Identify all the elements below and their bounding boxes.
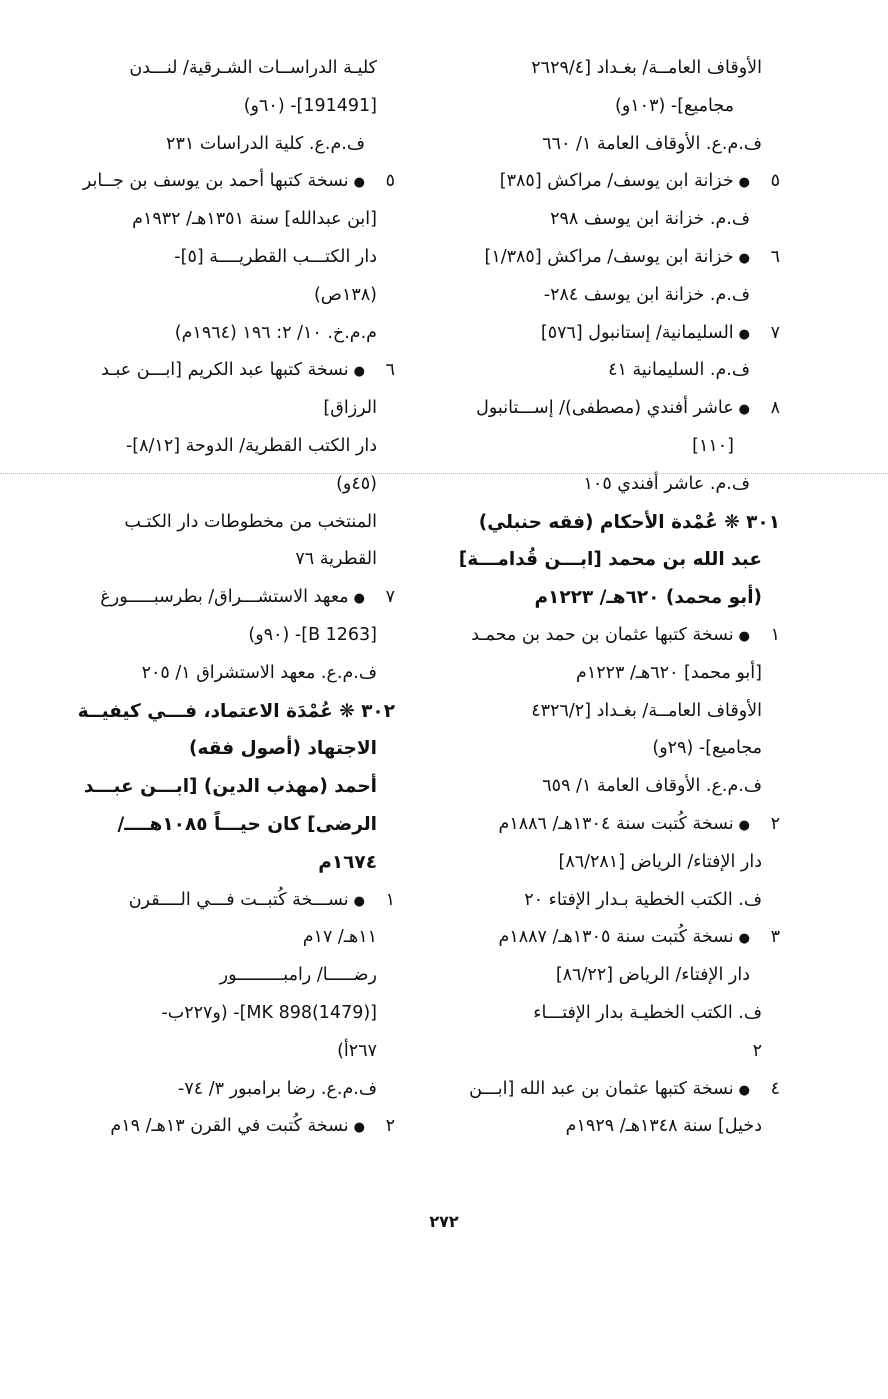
text-line xyxy=(420,390,780,428)
line-text: نسخة كتبها أحمد بن يوسف بن جــابر xyxy=(82,171,349,192)
text-line xyxy=(50,50,395,88)
text-line xyxy=(50,1108,395,1146)
line-text: الرضى] كان حيـــاً ١٠٨٥هــــ/ xyxy=(117,813,377,835)
line-text: عاشر أفندي (مصطفى)/ إســـتانبول xyxy=(476,398,734,419)
line-text: ف.م. السليمانية ٤١ xyxy=(608,360,750,381)
text-line xyxy=(420,201,780,239)
line-text: مجاميع]- (٢٩و) xyxy=(652,738,762,759)
text-line xyxy=(50,730,395,768)
text-line xyxy=(420,995,780,1033)
text-line xyxy=(50,882,395,920)
line-text: خزانة ابن يوسف/ مراكش [٣٨٥] xyxy=(499,171,734,192)
dotted-divider xyxy=(0,473,888,474)
line-text: ف.م. خزانة ابن يوسف ٢٩٨ xyxy=(550,209,750,230)
line-text: مجاميع]- (١٠٣و) xyxy=(615,95,734,116)
text-line xyxy=(420,655,780,693)
text-line xyxy=(50,579,395,617)
text-line xyxy=(420,1071,780,1109)
line-text: ٢ xyxy=(752,1040,762,1061)
line-text: دار الإفتاء/ الرياض [٨٦/٢٢] xyxy=(555,965,750,986)
entry-number: ٥ xyxy=(385,171,395,192)
line-text: ٣٠١ ❋ عُمْدة الأحكام (فقه حنبلي) xyxy=(478,511,780,533)
text-line xyxy=(50,1071,395,1109)
text-line xyxy=(50,390,395,428)
right-column xyxy=(420,50,780,1146)
text-line xyxy=(50,957,395,995)
text-line xyxy=(420,428,780,466)
text-line xyxy=(50,806,395,844)
text-line xyxy=(50,504,395,542)
bullet-icon: ● xyxy=(353,591,365,607)
text-line xyxy=(50,844,395,882)
text-line xyxy=(50,1033,395,1071)
line-text: [١١٠] xyxy=(692,435,734,456)
text-line xyxy=(50,277,395,315)
line-text: ١١هـ/ ١٧م xyxy=(302,927,377,948)
text-line xyxy=(50,239,395,277)
bullet-icon: ● xyxy=(738,931,750,947)
bullet-icon: ● xyxy=(353,893,365,909)
entry-number: ١ xyxy=(385,889,395,910)
line-text: نسخة كُتبت في القرن ١٣هـ/ ١٩م xyxy=(110,1116,349,1137)
line-text: الأوقاف العامــة/ بغـداد [٤٣٢٦/٢ xyxy=(531,700,762,721)
line-text: ف. الكتب الخطيـة بدار الإفتـــاء xyxy=(533,1002,762,1023)
text-line xyxy=(420,768,780,806)
text-line xyxy=(50,428,395,466)
entry-number: ٢ xyxy=(770,813,780,834)
bullet-icon: ● xyxy=(738,817,750,833)
text-line xyxy=(420,277,780,315)
text-line xyxy=(50,919,395,957)
entry-number: ٣ xyxy=(770,927,780,948)
text-line xyxy=(420,730,780,768)
bullet-icon: ● xyxy=(738,175,750,191)
line-text: ١٦٧٤م xyxy=(318,851,377,873)
text-line xyxy=(420,352,780,390)
bullet-icon: ● xyxy=(353,1120,365,1136)
line-text: [B 1263]- (٩٠و) xyxy=(248,624,377,645)
line-text: كليـة الدراســات الشـرقية/ لنـــدن xyxy=(129,58,377,78)
text-line xyxy=(420,163,780,201)
text-line xyxy=(50,466,395,504)
text-line xyxy=(420,844,780,882)
line-text: ف.م.ع. الأوقاف العامة ١/ ٦٥٩ xyxy=(542,776,762,797)
line-text: ف.م.ع. معهد الاستشراق ١/ ٢٠٥ xyxy=(141,662,377,683)
text-line xyxy=(420,882,780,920)
bullet-icon: ● xyxy=(738,628,750,644)
bullet-icon: ● xyxy=(738,1082,750,1098)
text-line xyxy=(420,541,780,579)
text-line xyxy=(420,126,780,164)
line-text: [أبو محمد] ٦٢٠هـ/ ١٢٢٣م xyxy=(575,662,762,683)
text-line xyxy=(420,315,780,353)
text-line xyxy=(50,655,395,693)
text-line xyxy=(420,239,780,277)
line-text: [(1479)898 MK]- (و٢٢٧ب- xyxy=(161,1002,377,1023)
text-line xyxy=(420,504,780,542)
text-line xyxy=(50,617,395,655)
entry-number: ٨ xyxy=(770,398,780,419)
line-text: نسخة كتبها عثمان بن عبد الله [ابـــن xyxy=(469,1078,734,1099)
entry-number: ٢ xyxy=(385,1116,395,1137)
text-line xyxy=(420,919,780,957)
text-line xyxy=(50,541,395,579)
text-line xyxy=(420,50,780,88)
page-number: ٢٧٢ xyxy=(429,1212,459,1231)
line-text: خزانة ابن يوسف/ مراكش [١/٣٨٥] xyxy=(484,246,734,267)
text-line xyxy=(420,957,780,995)
line-text: م.م.خ. ١٠/ ٢: ١٩٦ (١٩٦٤م) xyxy=(174,322,377,343)
line-text: ف.م. خزانة ابن يوسف ٢٨٤- xyxy=(543,284,750,305)
line-text: (١٣٨ص) xyxy=(313,284,377,305)
line-text: دخيل] سنة ١٣٤٨هـ/ ١٩٢٩م xyxy=(565,1116,762,1137)
line-text: ف.م.ع. رضا برامبور ٣/ ٧٤- xyxy=(178,1078,377,1099)
text-line xyxy=(50,768,395,806)
text-line xyxy=(50,163,395,201)
entry-number: ١ xyxy=(770,624,780,645)
text-line xyxy=(50,995,395,1033)
text-line xyxy=(420,693,780,731)
line-text: ف. الكتب الخطية بـدار الإفتاء ٢٠ xyxy=(524,889,762,910)
line-text: معهد الاستشـــراق/ بطرسبـــــورغ xyxy=(100,587,349,608)
entry-number: ٧ xyxy=(770,322,780,343)
bullet-icon: ● xyxy=(738,402,750,418)
line-text: المنتخب من مخطوطات دار الكتـب xyxy=(124,511,377,532)
line-text: ف.م.ع. الأوقاف العامة ١/ ٦٦٠ xyxy=(542,133,762,154)
line-text: نسخة كتبها عبد الكريم [ابـــن عبـد xyxy=(101,360,349,381)
line-text: ف.م. عاشر أفندي ١٠٥ xyxy=(583,473,750,494)
line-text: ٣٠٢ ❋ عُمْدَة الاعتماد، فـــي كيفيــة xyxy=(77,700,395,722)
text-line xyxy=(50,126,395,164)
line-text: دار الكتب القطرية/ الدوحة [٨/١٢]- xyxy=(125,435,377,456)
text-line xyxy=(420,1033,780,1071)
text-line xyxy=(420,466,780,504)
entry-number: ٦ xyxy=(385,360,395,381)
line-text: أحمد (مهذب الدين) [ابـــن عبـــد xyxy=(83,776,377,798)
line-text: دار الإفتاء/ الرياض [٨٦/٢٨١] xyxy=(558,851,762,872)
line-text: القطرية ٧٦ xyxy=(295,549,377,570)
text-line xyxy=(50,201,395,239)
bullet-icon: ● xyxy=(738,250,750,266)
text-line xyxy=(50,315,395,353)
line-text: ٢٦٧أ) xyxy=(337,1040,377,1061)
line-text: رضـــــا/ رامبـــــــــور xyxy=(219,965,377,986)
line-text: السليمانية/ إستانبول [٥٧٦] xyxy=(540,322,734,343)
text-line xyxy=(420,1108,780,1146)
line-text: نســـخة كُتبــت فـــي الــــقرن xyxy=(128,889,349,910)
left-column xyxy=(50,50,395,1146)
line-text: نسخة كتبها عثمان بن حمد بن محمـد xyxy=(471,624,734,645)
text-line xyxy=(420,88,780,126)
line-text: (أبو محمد) ٦٢٠هـ/ ١٢٢٣م xyxy=(534,587,762,609)
line-text: الأوقاف العامــة/ بغـداد [٢٦٢٩/٤ xyxy=(531,58,762,78)
line-text: دار الكتـــب القطريــــة [٥]- xyxy=(174,246,377,267)
entry-number: ٤ xyxy=(770,1078,780,1099)
text-line xyxy=(50,88,395,126)
entry-number: ٦ xyxy=(770,246,780,267)
text-line xyxy=(420,806,780,844)
line-text: الاجتهاد (أصول فقه) xyxy=(189,738,377,760)
line-text: (٤٥و) xyxy=(336,473,377,494)
line-text: عبد الله بن محمد [ابـــن قُدامـــة] xyxy=(458,549,762,571)
text-line xyxy=(420,579,780,617)
text-line xyxy=(50,352,395,390)
text-line xyxy=(420,617,780,655)
line-text: الرزاق] xyxy=(323,398,377,419)
line-text: [191491]- (٦٠و) xyxy=(243,95,377,116)
line-text: نسخة كُتبت سنة ١٣٠٤هـ/ ١٨٨٦م xyxy=(498,813,734,834)
bullet-icon: ● xyxy=(738,326,750,342)
bullet-icon: ● xyxy=(353,364,365,380)
entry-number: ٥ xyxy=(770,171,780,192)
line-text: نسخة كُتبت سنة ١٣٠٥هـ/ ١٨٨٧م xyxy=(498,927,734,948)
entry-number: ٧ xyxy=(385,587,395,608)
line-text: [ابن عبدالله] سنة ١٣٥١هـ/ ١٩٣٢م xyxy=(132,209,377,230)
line-text: ف.م.ع. كلية الدراسات ٢٣١ xyxy=(166,133,365,154)
bullet-icon: ● xyxy=(353,175,365,191)
text-line xyxy=(50,693,395,731)
